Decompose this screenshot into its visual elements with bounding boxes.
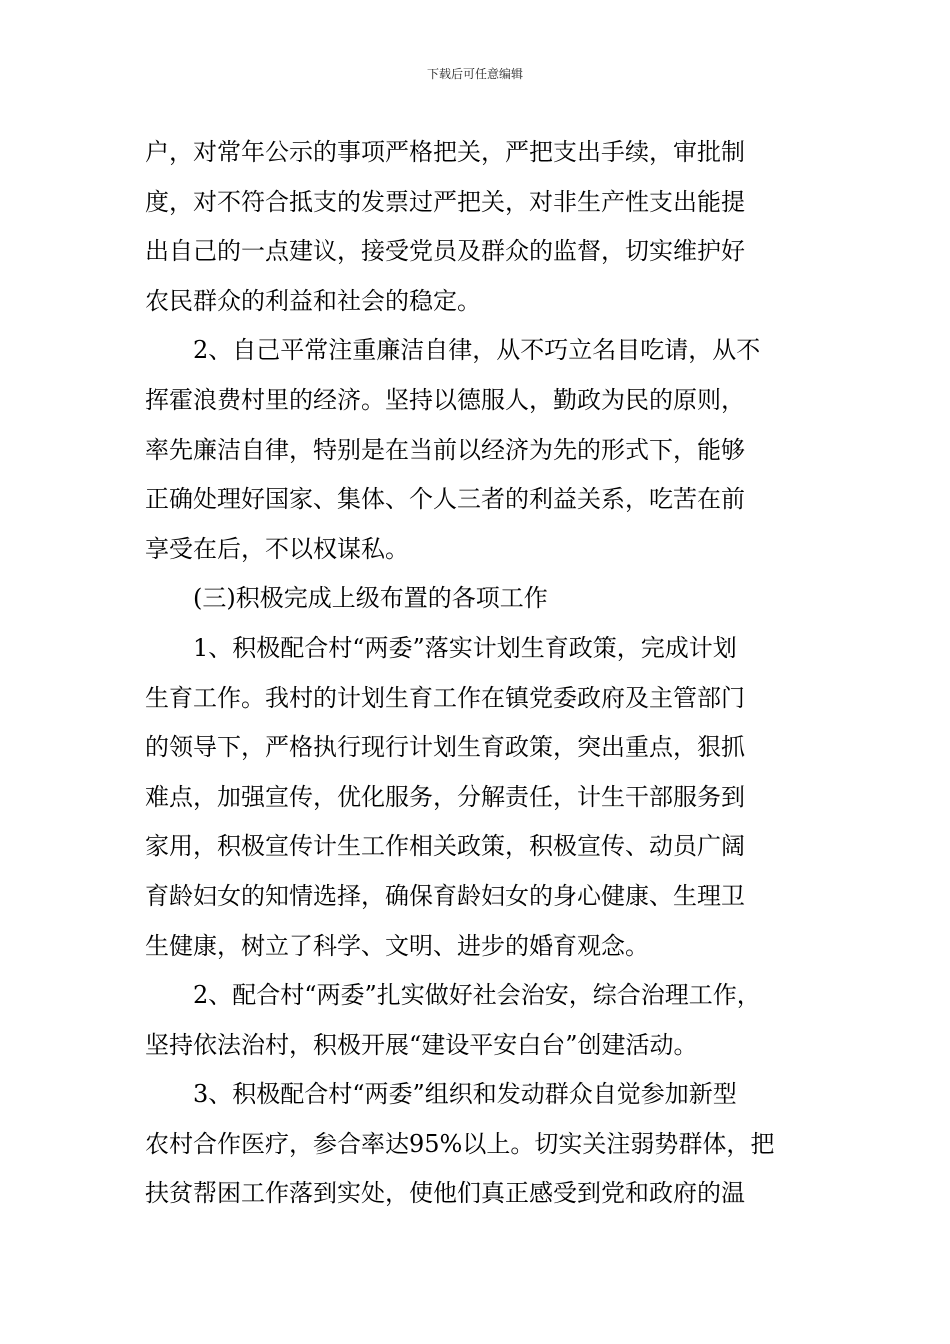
text-line: 育龄妇女的知情选择，确保育龄妇女的身心健康、生理卫: [145, 881, 745, 910]
paragraph-first-line: 2、自己平常注重廉洁自律，从不巧立名目吃请，从不: [193, 336, 761, 365]
text-line: 扶贫帮困工作落到实处，使他们真正感受到党和政府的温: [145, 1179, 745, 1208]
text-line: 家用，积极宣传计生工作相关政策，积极宣传、动员广阔: [145, 832, 745, 861]
text-line: 户，对常年公示的事项严格把关，严把支出手续，审批制: [145, 138, 745, 166]
paragraph-first-line: 3、积极配合村“两委”组织和发动群众自觉参加新型: [193, 1080, 737, 1109]
text-line: 享受在后，不以权谋私。: [145, 534, 409, 563]
text-line: 难点，加强宣传，优化服务，分解责任，计生干部服务到: [145, 782, 745, 811]
document-body: [145, 128, 815, 1219]
text-line: 的领导下，严格执行现行计划生育政策，突出重点，狠抓: [145, 733, 745, 762]
text-line: 生健康，树立了科学、文明、进步的婚育观念。: [145, 931, 649, 960]
text-line: 农村合作医疗，参合率达95%以上。切实关注弱势群体，把: [145, 1129, 775, 1158]
page-header: 下载后可任意编辑: [426, 67, 523, 81]
text-line: 正确处理好国家、集体、个人三者的利益关系，吃苦在前: [145, 485, 745, 514]
text-line: 农民群众的利益和社会的稳定。: [145, 286, 481, 315]
text-line: 坚持依法治村，积极开展“建设平安白台”创建活动。: [145, 1030, 698, 1059]
text-line: 生育工作。我村的计划生育工作在镇党委政府及主管部门: [145, 683, 745, 712]
text-line: 度，对不符合抵支的发票过严把关，对非生产性支出能提: [145, 187, 745, 216]
text-line: 出自己的一点建议，接受党员及群众的监督，切实维护好: [145, 237, 745, 266]
text-line: 挥霍浪费村里的经济。坚持以德服人，勤政为民的原则，: [145, 385, 745, 414]
section-heading: (三)积极完成上级布置的各项工作: [193, 584, 548, 613]
text-line: 率先廉洁自律，特别是在当前以经济为先的形式下，能够: [145, 435, 745, 464]
paragraph-first-line: 2、配合村“两委”扎实做好社会治安，综合治理工作，: [193, 981, 761, 1010]
paragraph-first-line: 1、积极配合村“两委”落实计划生育政策，完成计划: [193, 633, 737, 662]
